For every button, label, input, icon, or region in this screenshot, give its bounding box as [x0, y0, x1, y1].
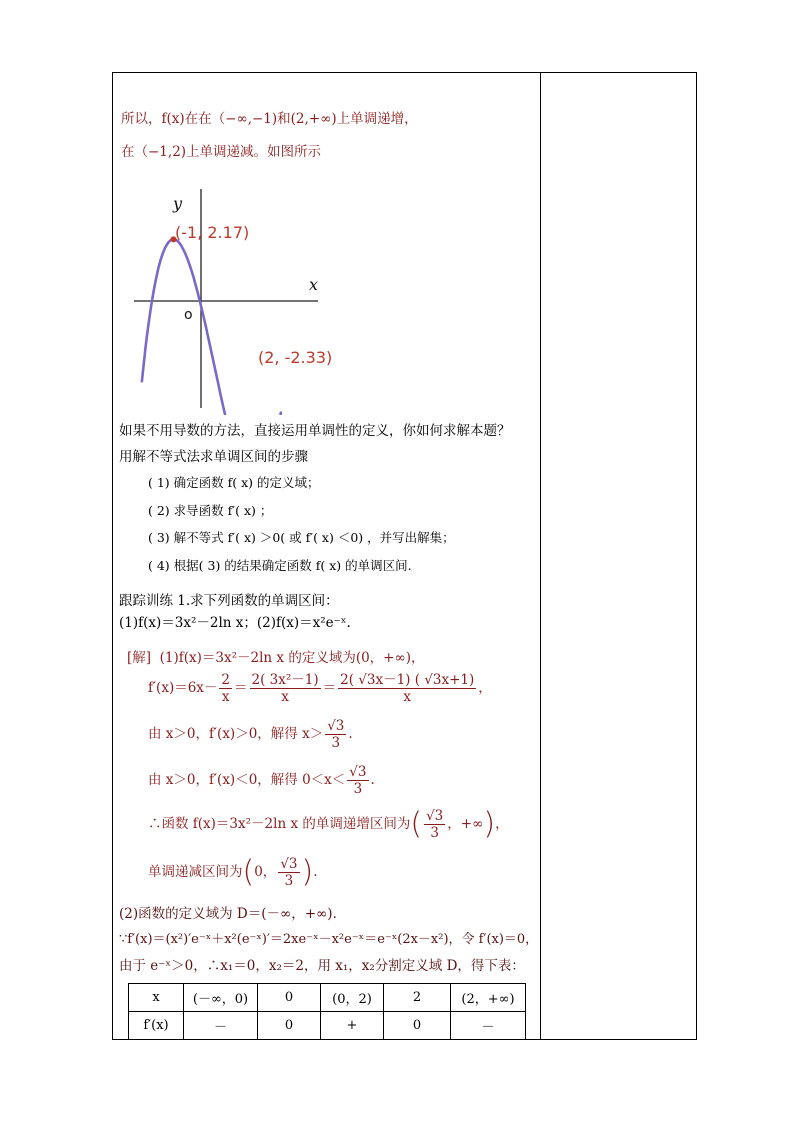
max-point-label: (-1, 2.17): [175, 223, 250, 242]
min-point-label: (2, -2.33): [258, 348, 333, 367]
table-cell: +: [321, 1012, 384, 1040]
table-cell: 2: [384, 984, 451, 1012]
origin-label: o: [184, 307, 193, 323]
table-cell: 0: [258, 984, 321, 1012]
table-cell: 0: [258, 1012, 321, 1040]
table-cell: (－∞，0): [184, 984, 258, 1012]
part2-line1: (2)函数的定义域为 D＝(－∞，+∞)．: [119, 906, 347, 922]
intro-line-1: 所以，f(x)在在（−∞,−1)和(2,+∞)上单调递增，: [121, 111, 418, 127]
table-cell: x: [129, 984, 184, 1012]
steps-heading: 用解不等式法求单调区间的步骤: [119, 449, 308, 465]
table-cell: (2，+∞): [451, 984, 526, 1012]
fraction-2: $\frac{\text{2( 3x²－1)}}{x}$: [251, 672, 319, 705]
part2-line3: 由于 e⁻ˣ＞0，∴x₁＝0，x₂＝2，用 x₁，x₂分割定义域 D，得下表：: [119, 958, 525, 974]
derivative-line: f′(x)＝6x－ $\frac{2}{x}$ ＝ $\frac{\text{2( 3x²－1)}}{x}$ ＝ $\frac{2( √3x-1) ( √3x+1)}{x}$ ，: [148, 672, 492, 705]
cubic-curve: [142, 239, 281, 415]
y-axis-label: y: [173, 194, 183, 213]
solution-part1-line1: [127, 649, 425, 667]
table-cell: f′(x): [129, 1012, 184, 1040]
exercise-title: 跟踪训练 1.求下列函数的单调区间：: [119, 593, 339, 609]
intro-line-2: 在（−1,2)上单调递减。如图所示: [121, 144, 322, 160]
table-cell: 0: [384, 1012, 451, 1040]
part2-line2: ∵f′(x)＝(x²)′e⁻ˣ＋x²(e⁻ˣ)′＝2xe⁻ˣ－x²e⁻ˣ＝e⁻ˣ(2x－x²)，令 f′(x)＝0，: [119, 932, 539, 947]
decrease-interval: 单调递减区间为(0， $\frac{√3}{3}$ ).: [148, 854, 318, 890]
solution-domain: (1)f(x)＝3x²－2ln x 的定义域为(0，+∞)，: [159, 650, 425, 666]
increase-interval: ∴函数 f(x)＝3x²－2ln x 的单调递增区间为( $\frac{√3}{3}$ ，+∞)，: [148, 806, 509, 842]
derivative-lhs: f′(x)＝6x－: [148, 680, 218, 696]
function-graph: [118, 165, 338, 415]
fraction-3: $\frac{2( √3x-1) ( √3x+1)}{x}$: [340, 672, 475, 705]
question-text: 如果不用导数的方法，直接运用单调性的定义，你如何求解本题？: [119, 423, 511, 439]
step-1: ( 1) 确定函数 f( x) 的定义域；: [148, 475, 320, 490]
table-row: [129, 984, 526, 1012]
fraction-1: $\frac{2}{x}$: [221, 672, 231, 705]
decrease-condition: 由 x＞0，f′(x)＜0，解得 0＜x＜ $\frac{√3}{3}$ .: [148, 764, 375, 797]
table-cell: －: [184, 1012, 258, 1040]
table-cell: (0，2): [321, 984, 384, 1012]
increase-condition: 由 x＞0，f′(x)＞0，解得 x＞ $\frac{√3}{3}$ .: [148, 718, 353, 751]
sign-table: [128, 983, 526, 1040]
solution-tag: [解]: [127, 650, 152, 666]
step-3: ( 3) 解不等式 f′( x) ＞0( 或 f′( x) ＜0) ，并写出解集；: [148, 530, 455, 545]
step-2: ( 2) 求导函数 f′( x) ；: [148, 503, 273, 518]
x-axis-label: x: [309, 275, 319, 294]
exercise-problem: (1)f(x)＝3x²－2ln x；(2)f(x)＝x²e⁻ˣ.: [119, 615, 351, 631]
column-divider: [540, 72, 541, 1040]
table-cell: －: [451, 1012, 526, 1040]
table-row: [129, 1012, 526, 1040]
step-4: ( 4) 根据( 3) 的结果确定函数 f( x) 的单调区间.: [148, 558, 412, 573]
